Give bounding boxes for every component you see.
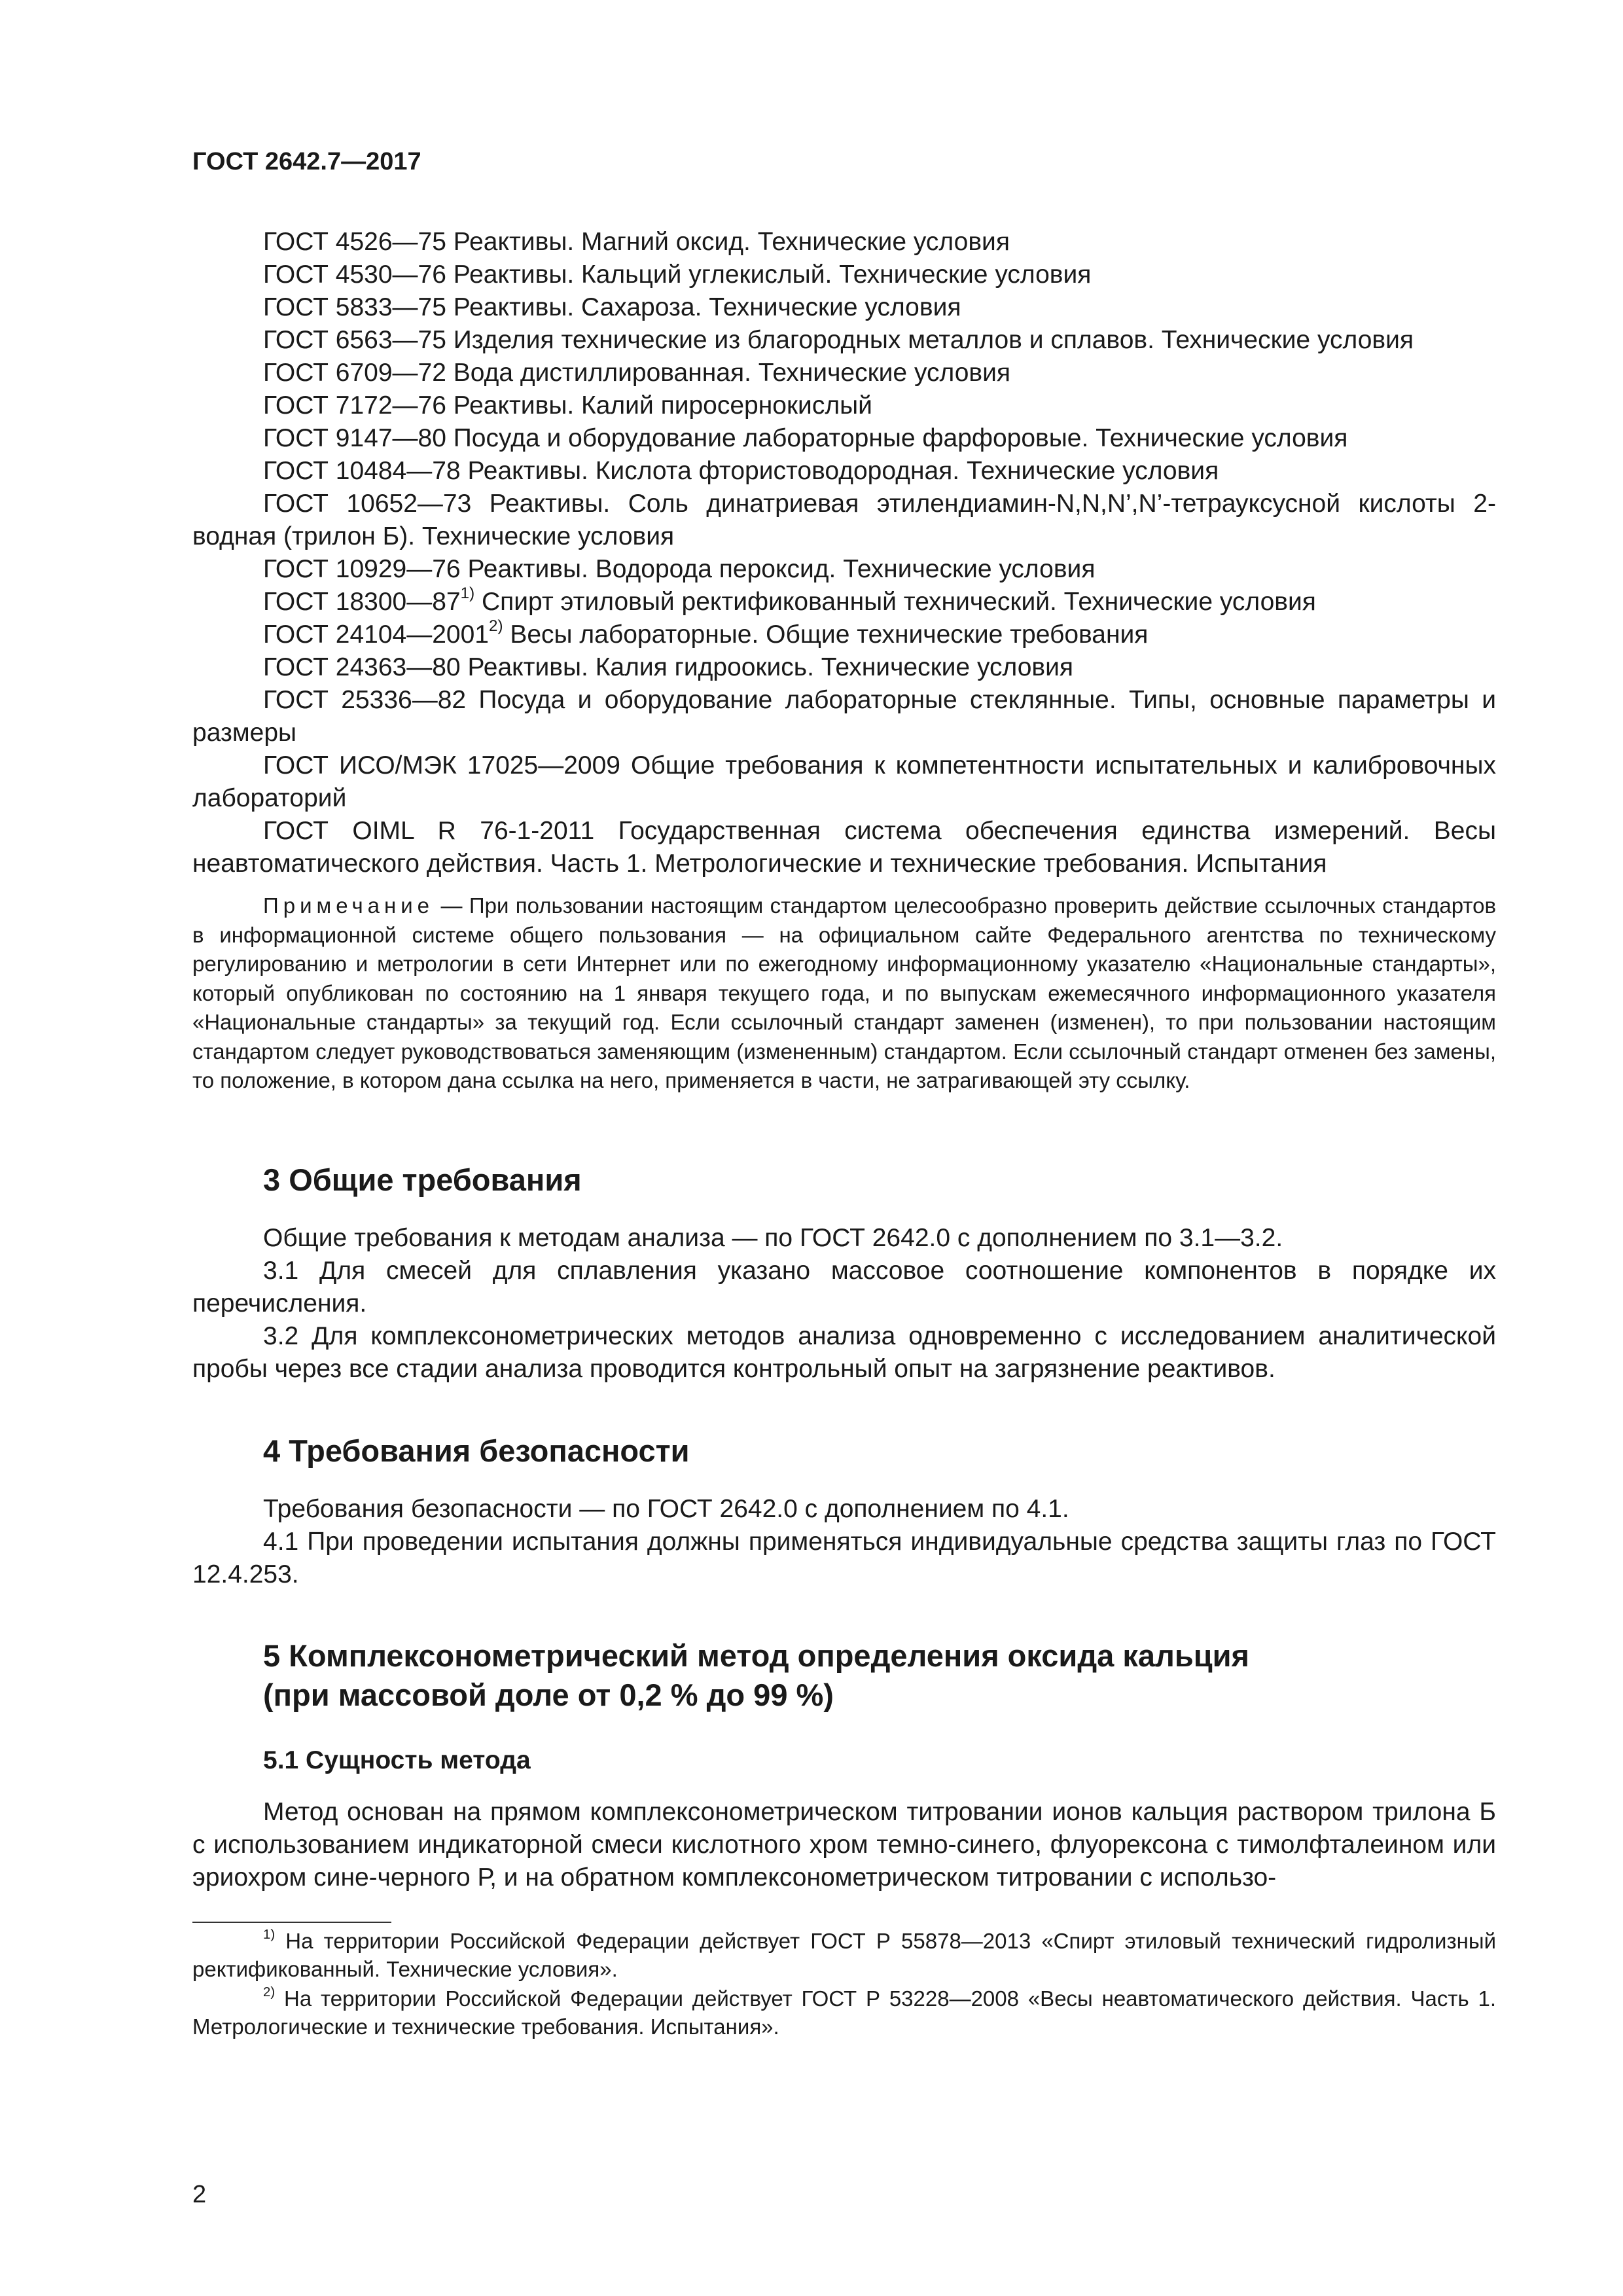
references-list xyxy=(192,226,1496,880)
reference-item: ГОСТ 9147—80 Посуда и оборудование лабораторные фарфоровые. Технические условия xyxy=(263,424,1348,452)
footnote-mark: 2) xyxy=(263,1984,276,2000)
reference-item: ГОСТ OIML R 76-1-2011 Государственная система обеспечения единства измерений. Весы неавтоматического действия. Часть 1. Метрологические и технические требования. Испытания xyxy=(192,817,1496,878)
section-5-title xyxy=(263,1636,1249,1715)
footnote-separator xyxy=(192,1922,391,1923)
section-3-body xyxy=(192,1222,1496,1386)
reference-code: ГОСТ 24104—2001 xyxy=(263,620,490,649)
paragraph: 4.1 При проведении испытания должны применяться индивидуальные средства защиты глаз по ГОСТ 12.4.253. xyxy=(192,1528,1496,1588)
section-5-body xyxy=(192,1796,1496,1894)
reference-item: ГОСТ 5833—75 Реактивы. Сахароза. Технические условия xyxy=(263,293,961,321)
reference-item: ГОСТ 24363—80 Реактивы. Калия гидроокись. Технические условия xyxy=(263,653,1074,681)
footnote xyxy=(192,1927,1496,1983)
reference-item: ГОСТ 10652—73 Реактивы. Соль динатриевая этилендиамин-N,N,N’,N’-тетрауксусной кислоты 2-водная (трилон Б). Технические условия xyxy=(192,490,1496,550)
reference-item: ГОСТ 4530—76 Реактивы. Кальций углекислый. Технические условия xyxy=(263,260,1092,289)
section-5-title-line: 5 Комплексонометрический метод определения оксида кальция xyxy=(263,1638,1249,1673)
note-text: — При пользовании настоящим стандартом целесообразно проверить действие ссылочных стандартов в информационной системе общего пользования — на официальном сайте Федерального агентства по техническому регулированию и метрологии в сети Интернет или по ежегодному информационному указателю «Национальные стандарты», который опубликован по состоянию на 1 января текущего года, и по выпускам ежемесячного информационного указателя «Национальные стандарты» за текущий год. Если ссылочный стандарт заменен (изменен), то при пользовании настоящим стандартом следует руководствоваться заменяющим (измененным) стандартом. Если ссылочный стандарт отменен без замены, то положение, в котором дана ссылка на него, применяется в части, не затрагивающей эту ссылку. xyxy=(192,893,1496,1092)
footnote-text: На территории Российской Федерации действует ГОСТ Р 55878—2013 «Спирт этиловый технический гидролизный ректификованный. Технические условия». xyxy=(192,1929,1496,1981)
paragraph: 3.1 Для смесей для сплавления указано массовое соотношение компонентов в порядке их перечисления. xyxy=(192,1257,1496,1318)
document-header: ГОСТ 2642.7—2017 xyxy=(192,148,421,175)
footnote xyxy=(192,1984,1496,2041)
paragraph: Общие требования к методам анализа — по ГОСТ 2642.0 с дополнением по 3.1—3.2. xyxy=(263,1224,1283,1252)
reference-item xyxy=(192,619,1496,651)
reference-title: Спирт этиловый ректификованный технический. Технические условия xyxy=(474,588,1316,616)
reference-item: ГОСТ 6709—72 Вода дистиллированная. Технические условия xyxy=(263,359,1011,387)
footnote-text: На территории Российской Федерации действует ГОСТ Р 53228—2008 «Весы неавтоматического действия. Часть 1. Метрологические и технические требования. Испытания». xyxy=(192,1986,1496,2039)
reference-item: ГОСТ 10484—78 Реактивы. Кислота фтористоводородная. Технические условия xyxy=(263,457,1219,485)
footnote-marker[interactable]: 1) xyxy=(460,584,475,603)
footnote-marker[interactable]: 2) xyxy=(489,617,503,636)
section-5-title-line: (при массовой доле от 0,2 % до 99 %) xyxy=(263,1677,834,1712)
section-4-body xyxy=(192,1493,1496,1591)
reference-item xyxy=(192,586,1496,619)
note-paragraph xyxy=(192,891,1496,1096)
paragraph: Метод основан на прямом комплексонометрическом титровании ионов кальция раствором трилона Б с использованием индикаторной смеси кислотного хром темно-синего, флуорексона с тимолфталеином или эриохром сине-черного Р, и на обратном комплексонометрическом титровании с использо- xyxy=(192,1798,1496,1892)
subsection-5-1-title: 5.1 Сущность метода xyxy=(263,1746,531,1774)
reference-item: ГОСТ 10929—76 Реактивы. Водорода пероксид. Технические условия xyxy=(263,555,1096,583)
footnote-mark: 1) xyxy=(263,1926,276,1942)
reference-item: ГОСТ 25336—82 Посуда и оборудование лабораторные стеклянные. Типы, основные параметры и размеры xyxy=(192,686,1496,747)
paragraph: Требования безопасности — по ГОСТ 2642.0 с дополнением по 4.1. xyxy=(263,1495,1069,1523)
section-3-title: 3 Общие требования xyxy=(263,1162,582,1197)
reference-code: ГОСТ 18300—87 xyxy=(263,588,461,616)
note-label: Примечание xyxy=(263,893,435,918)
reference-title: Весы лабораторные. Общие технические требования xyxy=(503,620,1149,649)
paragraph: 3.2 Для комплексонометрических методов анализа одновременно с исследованием аналитической пробы через все стадии анализа проводится контрольный опыт на загрязнение реактивов. xyxy=(192,1322,1496,1383)
section-4-title: 4 Требования безопасности xyxy=(263,1433,690,1468)
reference-item: ГОСТ 6563—75 Изделия технические из благородных металлов и сплавов. Технические условия xyxy=(263,326,1414,354)
reference-item: ГОСТ ИСО/МЭК 17025—2009 Общие требования к компетентности испытательных и калибровочных лабораторий xyxy=(192,751,1496,812)
reference-item: ГОСТ 7172—76 Реактивы. Калий пиросернокислый xyxy=(263,391,872,420)
page-number: 2 xyxy=(192,2181,207,2208)
reference-item: ГОСТ 4526—75 Реактивы. Магний оксид. Технические условия xyxy=(263,228,1010,256)
